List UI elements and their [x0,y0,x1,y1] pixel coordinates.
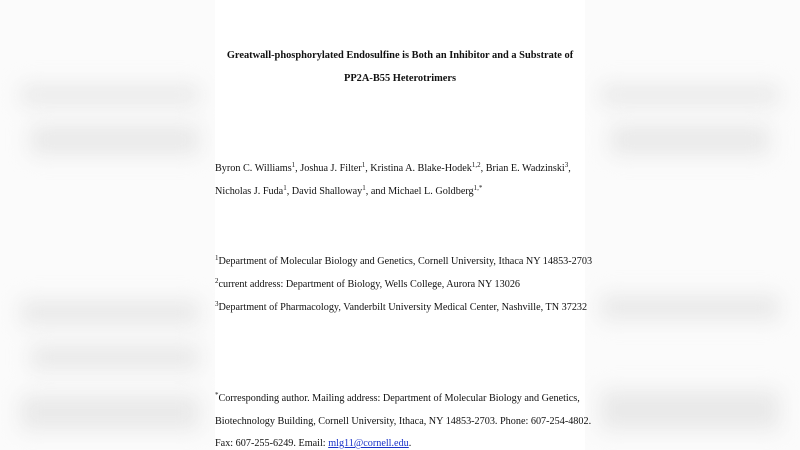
author-name: Kristina A. Blake-Hodek [370,163,472,174]
affiliation-3 [215,302,587,313]
author-name: Brian E. Wadzinski [485,163,565,174]
affiliation-sup: 2 [215,277,219,285]
author-list-line-1 [215,163,571,174]
document-page [215,0,593,450]
author-affil-sup: 1 [362,184,366,192]
corresponding-sup: * [215,391,219,399]
correspondence-line-1 [215,393,580,404]
affiliation-text: current address: Department of Biology, Wells College, Aurora NY 13026 [218,279,521,290]
affiliation-1 [215,256,592,267]
author-name: Byron C. Williams [215,163,292,174]
separator: , [568,163,571,174]
fax-text: Fax: 607-255-6249. Email: [215,438,329,449]
correspondence-line-3 [215,438,411,449]
separator: , [365,163,371,174]
period: . [408,438,412,449]
author-affil-sup: 1 [361,161,366,169]
email-link[interactable]: mlg11@cornell.edu [328,438,409,449]
author-affil-sup: 1,* [473,184,483,192]
separator: , [295,163,301,174]
separator: , [480,163,486,174]
author-name: David Shalloway [291,186,363,197]
affiliation-sup: 3 [215,300,219,308]
affiliation-2 [215,279,520,290]
separator: , [286,186,292,197]
correspondence-text: Corresponding author. Mailing address: Department of Molecular Biology and Genetics, [218,393,580,404]
author-affil-sup: 1 [283,184,287,192]
paper-title-line-2: PP2A-B55 Heterotrimers [343,73,457,84]
correspondence-line-2: Biotechnology Building, Cornell University, Ithaca, NY 14853-2703. Phone: 607-254-4802. [215,416,592,427]
author-affil-sup: 1 [291,161,296,169]
affiliation-text: Department of Molecular Biology and Genetics, Cornell University, Ithaca NY 14853-2703 [218,256,593,267]
author-affil-sup: 1,2 [471,161,481,169]
separator: , and [365,186,389,197]
author-name: Michael L. Goldberg [388,186,474,197]
author-affil-sup: 3 [564,161,569,169]
affiliation-sup: 1 [215,254,219,262]
author-name: Nicholas J. Fuda [215,186,284,197]
affiliation-text: Department of Pharmacology, Vanderbilt University Medical Center, Nashville, TN 37232 [218,302,588,313]
author-list-line-2 [215,186,482,197]
paper-title-line-1: Greatwall-phosphorylated Endosulfine is Both an Inhibitor and a Substrate of [226,50,574,61]
author-name: Joshua J. Filter [300,163,362,174]
